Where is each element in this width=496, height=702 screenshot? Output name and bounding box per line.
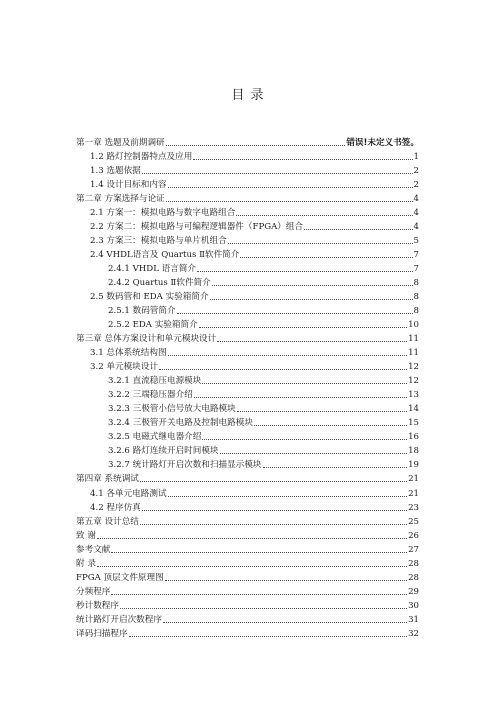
toc-leader-dots — [111, 593, 407, 595]
toc-entry[interactable] — [76, 572, 419, 584]
toc-leader-dots — [193, 158, 412, 160]
toc-entry-page-number: 11 — [408, 334, 419, 345]
toc-entry-page-number: 23 — [408, 502, 419, 513]
toc-entry[interactable] — [76, 516, 419, 528]
toc-leader-dots — [210, 298, 413, 300]
toc-entry[interactable] — [76, 586, 419, 598]
toc-entry[interactable] — [90, 165, 419, 177]
toc-entry-label: 3.1 总体系统结构图 — [90, 348, 167, 359]
toc-entry[interactable] — [108, 403, 419, 415]
toc-leader-dots — [236, 214, 412, 216]
toc-entry-page-number: 8 — [413, 306, 419, 317]
toc-leader-dots — [120, 607, 407, 609]
toc-entry-page-number: 27 — [408, 544, 419, 555]
toc-leader-dots — [202, 382, 407, 384]
toc-entry-page-number: 8 — [413, 278, 419, 289]
toc-entry[interactable] — [76, 137, 419, 149]
toc-entry-label: 3.2.1 直流稳压电源模块 — [108, 376, 202, 387]
toc-entry[interactable] — [76, 558, 419, 570]
toc-entry-label: 分频程序 — [76, 586, 111, 597]
toc-entry-label: 秒计数程序 — [76, 600, 119, 611]
toc-entry-label: 统计路灯开启次数程序 — [76, 614, 162, 625]
toc-entry[interactable] — [90, 361, 419, 373]
toc-entry-label: 2.1 方案一：模拟电路与数字电路组合 — [90, 208, 236, 219]
toc-entry[interactable] — [90, 235, 419, 247]
toc-leader-dots — [220, 452, 408, 454]
toc-entry-page-number: 1 — [413, 152, 419, 163]
toc-leader-dots — [194, 396, 407, 398]
toc-entry-label: 4.2 程序仿真 — [90, 502, 141, 513]
toc-entry[interactable] — [76, 544, 419, 556]
toc-entry-page-number: 2 — [413, 180, 419, 191]
toc-entry-label: 2.5.1 数码管简介 — [108, 306, 176, 317]
toc-entry[interactable] — [76, 628, 419, 640]
toc-entry-label: 4.1 各单元电路测试 — [90, 488, 167, 499]
toc-leader-dots — [168, 354, 408, 356]
toc-entry-label: 2.4 VHDL语言及 Quartus Ⅱ软件简介 — [90, 250, 240, 261]
toc-entry-page-number: 32 — [408, 628, 419, 639]
toc-entry-label: 3.2.4 三极管开关电路及控制电路模块 — [108, 418, 253, 429]
toc-entry-page-number: 21 — [408, 488, 419, 499]
toc-entry[interactable] — [90, 221, 419, 233]
toc-entry-page-number: 7 — [413, 250, 419, 261]
toc-entry-label: 3.2.2 三端稳压器介绍 — [108, 390, 193, 401]
toc-leader-dots — [111, 551, 407, 553]
toc-entry-label: 3.2.7 统计路灯开启次数和扫描显示模块 — [108, 460, 262, 471]
toc-entry[interactable] — [76, 473, 419, 485]
toc-entry-label: 2.5 数码管和 EDA 实验箱简介 — [90, 292, 209, 303]
toc-entry-label: 1.2 路灯控制器特点及应用 — [90, 152, 193, 163]
toc-entry-label: 3.2 单元模块设计 — [90, 362, 158, 373]
toc-leader-dots — [140, 480, 407, 482]
toc-entry-page-number: 7 — [413, 264, 419, 275]
toc-leader-dots — [166, 200, 413, 202]
toc-entry[interactable] — [108, 417, 419, 429]
toc-entry[interactable] — [108, 277, 419, 289]
toc-leader-dots — [304, 228, 412, 230]
toc-entry-label: 2.2 方案二：模拟电路与可编程逻辑器件（FPGA）组合 — [90, 222, 304, 233]
toc-entry[interactable] — [76, 333, 419, 345]
toc-entry[interactable] — [108, 445, 419, 457]
toc-leader-dots — [159, 368, 407, 370]
toc-leader-dots — [254, 424, 407, 426]
toc-entry-label: 3.2.5 电磁式继电器介绍 — [108, 432, 202, 443]
toc-entry-page-number: 31 — [408, 614, 419, 625]
toc-entry[interactable] — [90, 151, 419, 163]
toc-entry[interactable] — [90, 291, 419, 303]
toc-leader-dots — [97, 537, 407, 539]
toc-entry-page-number: 29 — [408, 586, 419, 597]
toc-title-text: 目 录 — [231, 88, 265, 103]
toc-entry-page-number: 2 — [413, 166, 419, 177]
toc-leader-dots — [263, 466, 408, 468]
toc-entry-page-number: 26 — [408, 530, 419, 541]
toc-entry-page-number: 13 — [408, 390, 419, 401]
toc-entry-label: 译码扫描程序 — [76, 628, 128, 639]
toc-entry[interactable] — [90, 502, 419, 514]
toc-entry[interactable] — [108, 431, 419, 443]
toc-leader-dots — [166, 144, 346, 146]
toc-leader-dots — [202, 438, 407, 440]
toc-entry-label: 2.4.2 Quartus Ⅱ软件简介 — [108, 278, 211, 289]
toc-leader-dots — [217, 340, 407, 342]
toc-entry-page-number: 4 — [413, 222, 419, 233]
toc-leader-dots — [168, 186, 413, 188]
toc-entry-page-number: 21 — [408, 474, 419, 485]
toc-entry-page-number: 30 — [408, 600, 419, 611]
toc-leader-dots — [199, 326, 407, 328]
toc-entry-page-number: 错误!未定义书签。 — [346, 138, 419, 148]
toc-entry-label: 3.2.6 路灯连续开启时间模块 — [108, 446, 219, 457]
toc-entry[interactable] — [90, 179, 419, 191]
toc-leader-dots — [177, 312, 413, 314]
toc-entry-label: 第一章 选题及前期调研 — [76, 138, 165, 148]
toc-entry[interactable] — [90, 488, 419, 500]
toc-leader-dots — [212, 284, 413, 286]
toc-entry[interactable] — [76, 614, 419, 626]
toc-entry-label: 2.3 方案三：模拟电路与单片机组合 — [90, 236, 227, 247]
toc-entry-label: 参考文献 — [76, 544, 111, 555]
toc-entry-page-number: 28 — [408, 572, 419, 583]
toc-entry-page-number: 12 — [408, 362, 419, 373]
toc-entry-page-number: 12 — [408, 376, 419, 387]
toc-entry[interactable] — [108, 263, 419, 275]
toc-entry-page-number: 16 — [408, 432, 419, 443]
toc-entry-page-number: 4 — [413, 194, 419, 205]
toc-entry-page-number: 11 — [408, 348, 419, 359]
toc-entry-label: 第五章 设计总结 — [76, 516, 139, 527]
toc-entry[interactable] — [76, 530, 419, 542]
toc-entry-label: 3.2.3 三极管小信号放大电路模块 — [108, 404, 236, 415]
toc-leader-dots — [197, 270, 413, 272]
toc-entry-page-number: 8 — [413, 292, 419, 303]
toc-leader-dots — [228, 242, 413, 244]
toc-entry-page-number: 4 — [413, 208, 419, 219]
toc-entry[interactable] — [108, 305, 419, 317]
toc-entry-page-number: 10 — [408, 320, 419, 331]
toc-leader-dots — [165, 579, 407, 581]
toc-entry-label: 1.3 选题依据 — [90, 166, 141, 177]
toc-entry-page-number: 5 — [413, 236, 419, 247]
toc-entry-page-number: 19 — [408, 460, 419, 471]
toc-leader-dots — [129, 635, 407, 637]
toc-entry-page-number: 18 — [408, 446, 419, 457]
toc-title — [0, 84, 496, 103]
toc-entry-label: 致 谢 — [76, 530, 96, 541]
toc-entry[interactable] — [90, 249, 419, 261]
toc-entry[interactable] — [76, 193, 419, 205]
toc-entry[interactable] — [90, 207, 419, 219]
toc-entry-label: 2.4.1 VHDL 语言简介 — [108, 264, 197, 275]
toc-leader-dots — [168, 495, 408, 497]
toc-leader-dots — [240, 256, 412, 258]
toc-leader-dots — [237, 410, 407, 412]
toc-leader-dots — [140, 523, 407, 525]
toc-entry[interactable] — [76, 600, 419, 612]
toc-entry[interactable] — [108, 459, 419, 471]
toc-entry-label: 第四章 系统调试 — [76, 474, 139, 485]
toc-entry[interactable] — [108, 389, 419, 401]
toc-leader-dots — [97, 565, 407, 567]
toc-entry-page-number: 14 — [408, 404, 419, 415]
toc-leader-dots — [142, 509, 407, 511]
toc-entry[interactable] — [108, 319, 419, 331]
toc-entry-page-number: 25 — [408, 516, 419, 527]
toc-entry-label: 2.5.2 EDA 实验箱简介 — [108, 320, 198, 331]
toc-entry-page-number: 15 — [408, 418, 419, 429]
toc-entry-label: 附 录 — [76, 558, 96, 569]
toc-entry-label: FPGA 顶层文件原理图 — [76, 572, 164, 583]
toc-entry-label: 第三章 总体方案设计和单元模块设计 — [76, 334, 217, 345]
toc-leader-dots — [163, 621, 407, 623]
toc-entry-label: 第二章 方案选择与论证 — [76, 194, 165, 205]
toc-entry-page-number: 28 — [408, 558, 419, 569]
toc-entry[interactable] — [108, 375, 419, 387]
toc-leader-dots — [142, 172, 413, 174]
toc-entry-label: 1.4 设计目标和内容 — [90, 180, 167, 191]
toc-entry[interactable] — [90, 347, 419, 359]
